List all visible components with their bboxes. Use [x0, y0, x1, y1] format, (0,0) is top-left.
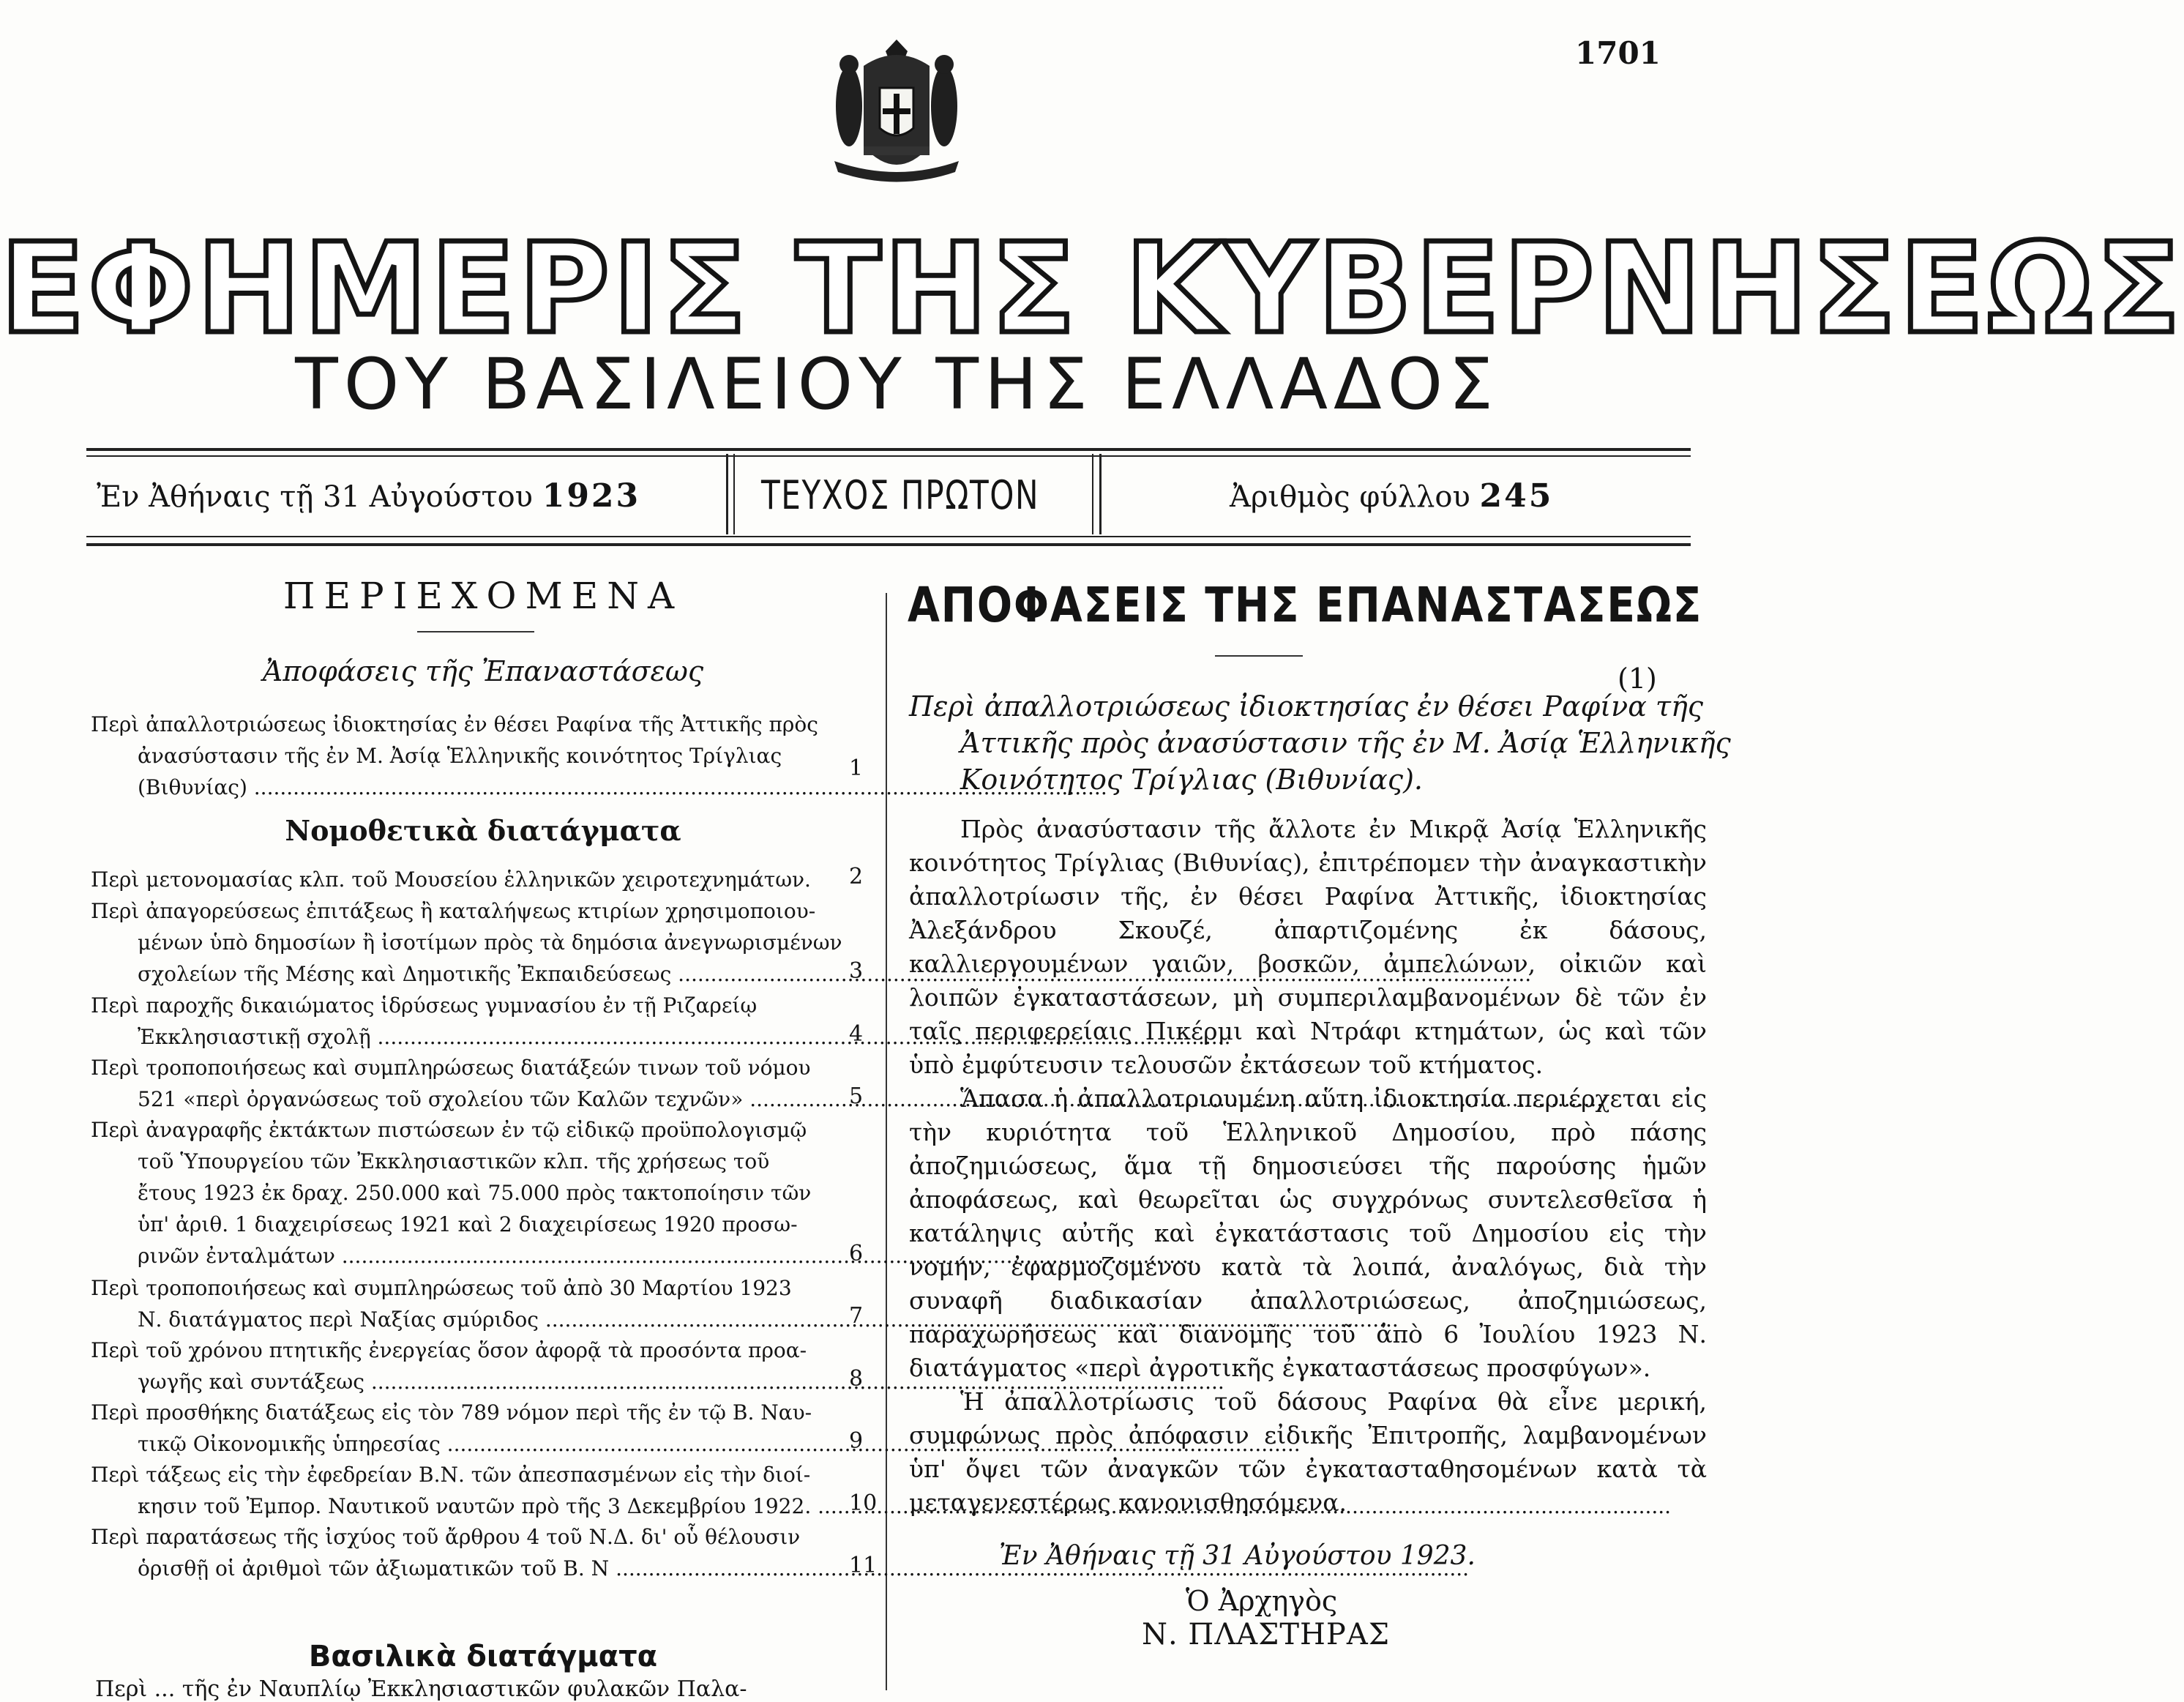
decision-paragraph: Πρὸς ἀνασύστασιν τῆς ἄλλοτε ἐν Μικρᾷ Ἀσίᾳ Ἑλληνικῆς κοινότητος Τρίγλιας (Βιθυνίας), ἐπιτρέπομεν τὴν ἀναγκαστικὴν ἀπαλλοτρίωσιν τῆς, ἐν θέσει Ραφίνα Ἀττικῆς, ἰδιοκτησίας Ἀλεξάνδρου Σκουζέ, ἀπαρτιζομένης ἐκ δάσους, καλλιεργουμένων γαιῶν, βοσκῶν, ἀμπελώνων, οἰκιῶν καὶ λοιπῶν ἐγκαταστάσεων, μὴ συμπεριλαμβανομένων δὲ τῶν ἐν ταῖς περιφερείαις Πικέρμι καὶ Ντράφι κτημάτων, ὡς καὶ τῶν ὑπὸ ἐμφύτευσιν τελουσῶν ἐκτάσεων τοῦ κτήματος.: [909, 815, 1707, 1079]
toc-section-decisions: Ἀποφάσεις τῆς Ἐπαναστάσεως: [262, 655, 704, 687]
decision-subtitle-line: Περὶ ἀπαλλοτριώσεως ἰδιοκτησίας ἐν θέσει Ραφίνα τῆς: [909, 690, 1704, 723]
toc-entry: [91, 1052, 815, 1115]
header-rule-bottom: [86, 543, 1691, 546]
decision-subtitle-line: Κοινότητος Τρίγλιας (Βιθυνίας).: [960, 764, 1423, 796]
toc-entry: [91, 709, 818, 803]
toc-entry-line: ἔτους 1923 ἐκ δραχ. 250.000 καὶ 75.000 πρὸς τακτοποίησιν τῶν: [138, 1181, 812, 1205]
toc-section-royal-decrees: Βασιλικὰ διατάγματα: [308, 1640, 658, 1673]
toc-entry: [91, 864, 815, 895]
toc-entry-line: Περὶ παροχῆς δικαιώματος ἱδρύσεως γυμνασίου ἐν τῇ Ριζαρείῳ: [91, 993, 758, 1018]
toc-entry-line: ρινῶν ἐνταλμάτων .....: [91, 1240, 815, 1272]
toc-entry-line: 521 «περὶ ὀργανώσεως τοῦ σχολείου τῶν Καλῶν τεχνῶν» .....: [91, 1083, 815, 1115]
toc-entry-number: 1: [849, 755, 864, 781]
header-rule-top: [86, 448, 1691, 451]
toc-entry: [91, 895, 842, 990]
toc-title: ΠΕΡΙΕΧΟΜΕΝΑ: [283, 575, 684, 617]
decision-heading-rule: [1215, 655, 1303, 657]
toc-entry: [91, 1335, 815, 1397]
decision-paragraph: Ἅπασα ἡ ἀπαλλοτριουμένη αὕτη ἰδιοκτησία περιέρχεται εἰς τὴν κυριότητα τοῦ Ἑλληνικοῦ Δημοσίου, πρὸ πάσης ἀποζημιώσεως, ἅμα τῇ δημοσιεύσει τῆς παρούσης ἡμῶν ἀποφάσεως, καὶ θεωρεῖται ὡς συγχρόνως συντελεσθεῖσα ἡ κατάληψις αὐτῆς καὶ ἐγκατάστασις τοῦ Δημοσίου εἰς τὴν νομήν, ἐφαρμοζομένου κατὰ τὰ λοιπά, ἀναλόγως, διὰ τὴν συναφῆ διαδικασίαν ἀπαλλοτριώσεως, ἀποζημιώσεως, παραχωρήσεως καὶ διανομῆς τοῦ ἀπὸ 6 Ἰουλίου 1923 Ν. διατάγματος «περὶ ἀγροτικῆς ἐγκαταστάσεως προσφύγων».: [909, 1084, 1707, 1382]
issue-part: ΤΕΥΧΟΣ ΠΡΩΤΟΝ: [761, 472, 1040, 518]
masthead-title: ΕΦΗΜΕΡΙΣ ΤΗΣ ΚΥΒΕΡΝΗΣΕΩΣ: [0, 217, 2184, 362]
toc-entry-line: Περὶ τάξεως εἰς τὴν ἐφεδρείαν Β.Ν. τῶν ἀπεσπασμένων εἰς τὴν διοί-: [91, 1463, 811, 1487]
toc-entry-line: Περὶ ἀπαλλοτριώσεως ἰδιοκτησίας ἐν θέσει Ραφίνα τῆς Ἀττικῆς πρὸς: [91, 712, 818, 736]
toc-entry: [91, 1521, 815, 1584]
header-divider-left-inner: [733, 454, 735, 534]
issue-date-text: Ἐν Ἀθήναις τῇ 31 Αὐγούστου: [97, 480, 533, 514]
toc-entry-number: 4: [849, 1021, 864, 1047]
coat-of-arms-emblem: [820, 37, 973, 194]
toc-entry-number: 2: [849, 864, 864, 889]
toc-entry: [91, 1272, 815, 1335]
toc-entry-line: Ν. διατάγματος περὶ Ναξίας σμύριδος .....: [91, 1304, 815, 1335]
toc-entry-number: 7: [849, 1303, 864, 1329]
toc-entry-number: 6: [849, 1241, 864, 1266]
toc-entry-line: κησιν τοῦ Ἐμπορ. Ναυτικοῦ ναυτῶν πρὸ τῆς 3 Δεκεμβρίου 1922. .....: [91, 1490, 815, 1522]
decision-paragraph: Ἡ ἀπαλλοτρίωσις τοῦ δάσους Ραφίνα θὰ εἶνε μερική, συμφώνως πρὸς ἀπόφασιν εἰδικῆς Ἐπιτροπῆς, λαμβανομένων ὑπ' ὄψει τῶν ἀναγκῶν τῶν ἐγκατασταθησομένων κατὰ τὰ μεταγενεστέρως κανονισθησόμενα.: [909, 1387, 1707, 1517]
toc-entry-line: ἀνασύστασιν τῆς ἐν Μ. Ἀσίᾳ Ἑλληνικῆς κοινότητος Τρίγλιας: [138, 744, 782, 768]
toc-entry-line: μένων ὑπὸ δημοσίων ἢ ἰσοτίμων πρὸς τὰ δημόσια ἀνεγνωρισμένων: [138, 930, 842, 955]
toc-entry: [91, 1397, 815, 1460]
issue-year: 1923: [542, 477, 641, 515]
toc-entry-line: τικῷ Οἰκονομικῆς ὑπηρεσίας .....: [91, 1428, 815, 1460]
toc-entry: [91, 990, 815, 1053]
sheet-number-label: Ἀριθμὸς φύλλου: [1230, 480, 1470, 514]
toc-entry-number: 3: [849, 958, 864, 984]
toc-entry-line: ὁρισθῇ οἱ ἀριθμοὶ τῶν ἀξιωματικῶν τοῦ Β. Ν .....: [91, 1553, 815, 1584]
signatory-name: Ν. ΠΛΑΣΤΗΡΑΣ: [1142, 1618, 1391, 1651]
decision-subtitle-line: Ἀττικῆς πρὸς ἀνασύστασιν τῆς ἐν Μ. Ἀσίᾳ Ἑλληνικῆς: [960, 727, 1731, 759]
toc-entry-line: Περὶ τοῦ χρόνου πτητικῆς ἐνεργείας ὅσον ἀφορᾷ τὰ προσόντα προα-: [91, 1338, 807, 1362]
issue-date: [97, 477, 640, 515]
toc-entry-line: Περὶ τροποποιήσεως καὶ συμπληρώσεως τοῦ ἀπὸ 30 Μαρτίου 1923: [91, 1276, 792, 1300]
header-divider-left: [726, 454, 728, 534]
toc-entry-line: (Βιθυνίας) .....: [91, 772, 815, 803]
toc-entry-line: Ἐκκλησιαστικῇ σχολῇ .....: [91, 1021, 815, 1053]
toc-entry-line: Περὶ προσθήκης διατάξεως εἰς τὸν 789 νόμον περὶ τῆς ἐν τῷ Β. Ναυ-: [91, 1400, 812, 1425]
signatory-title: Ὁ Ἀρχηγὸς: [1186, 1585, 1338, 1617]
toc-entry-line: Περὶ μετονομασίας κλπ. τοῦ Μουσείου ἑλληνικῶν χειροτεχνημάτων.: [91, 867, 811, 892]
masthead-subtitle: ΤΟΥ ΒΑΣΙΛΕΙΟΥ ΤΗΣ ΕΛΛΑΔΟΣ: [295, 343, 1499, 425]
toc-entry-line: τοῦ Ὑπουργείου τῶν Ἐκκλησιαστικῶν κλπ. τῆς χρήσεως τοῦ: [138, 1149, 770, 1173]
toc-section-legislative-decrees: Νομοθετικὰ διατάγματα: [285, 814, 681, 847]
toc-title-rule: [417, 631, 534, 632]
decision-heading: ΑΠΟΦΑΣΕΙΣ ΤΗΣ ΕΠΑΝΑΣΤΑΣΕΩΣ: [908, 577, 1703, 633]
toc-entry-line: Περὶ παρατάσεως τῆς ἰσχύος τοῦ ἄρθρου 4 τοῦ Ν.Δ. δι' οὗ θέλουσιν: [91, 1525, 801, 1549]
toc-entry-line: Περὶ ἀπαγορεύσεως ἐπιτάξεως ἢ καταλήψεως κτιρίων χρησιμοποιου-: [91, 899, 816, 923]
signature-date: Ἐν Ἀθήναις τῇ 31 Αὐγούστου 1923.: [999, 1541, 1476, 1571]
header-rule-top-inner: [86, 455, 1691, 457]
toc-cutoff-line: Περὶ ... τῆς ἐν Ναυπλίῳ Ἐκκλησιαστικῶν φυλακῶν Παλα-: [95, 1676, 747, 1702]
sheet-number: [1230, 477, 1553, 515]
sheet-number-value: 245: [1479, 477, 1554, 515]
column-divider: [886, 593, 887, 1690]
decision-subtitle: [909, 688, 1731, 798]
toc-entry-line: ὑπ' ἀριθ. 1 διαχειρίσεως 1921 καὶ 2 διαχειρίσεως 1920 προσω-: [138, 1212, 798, 1236]
header-divider-right-inner: [1092, 454, 1093, 534]
decision-number: (1): [1618, 662, 1657, 695]
decision-body: [909, 813, 1707, 1520]
toc-entry-number: 11: [849, 1553, 878, 1578]
toc-entry-line: γωγῆς καὶ συντάξεως .....: [91, 1366, 815, 1397]
header-rule-bottom-inner: [86, 536, 1691, 537]
toc-entry: [91, 1459, 815, 1522]
header-divider-right: [1099, 454, 1102, 534]
toc-entry-line: Περὶ τροποποιήσεως καὶ συμπληρώσεως διατάξεών τινων τοῦ νόμου: [91, 1056, 811, 1080]
toc-entry-number: 5: [849, 1083, 864, 1109]
toc-entry-number: 10: [849, 1490, 878, 1516]
toc-entry: [91, 1114, 815, 1272]
toc-entry-number: 9: [849, 1428, 864, 1454]
toc-entry-line: Περὶ ἀναγραφῆς ἐκτάκτων πιστώσεων ἐν τῷ εἰδικῷ προϋπολογισμῷ: [91, 1118, 807, 1142]
page-number: 1701: [1575, 35, 1661, 71]
toc-entry-number: 8: [849, 1366, 864, 1392]
toc-entry-line: σχολείων τῆς Μέσης καὶ Δημοτικῆς Ἐκπαιδεύσεως .....: [91, 958, 815, 990]
